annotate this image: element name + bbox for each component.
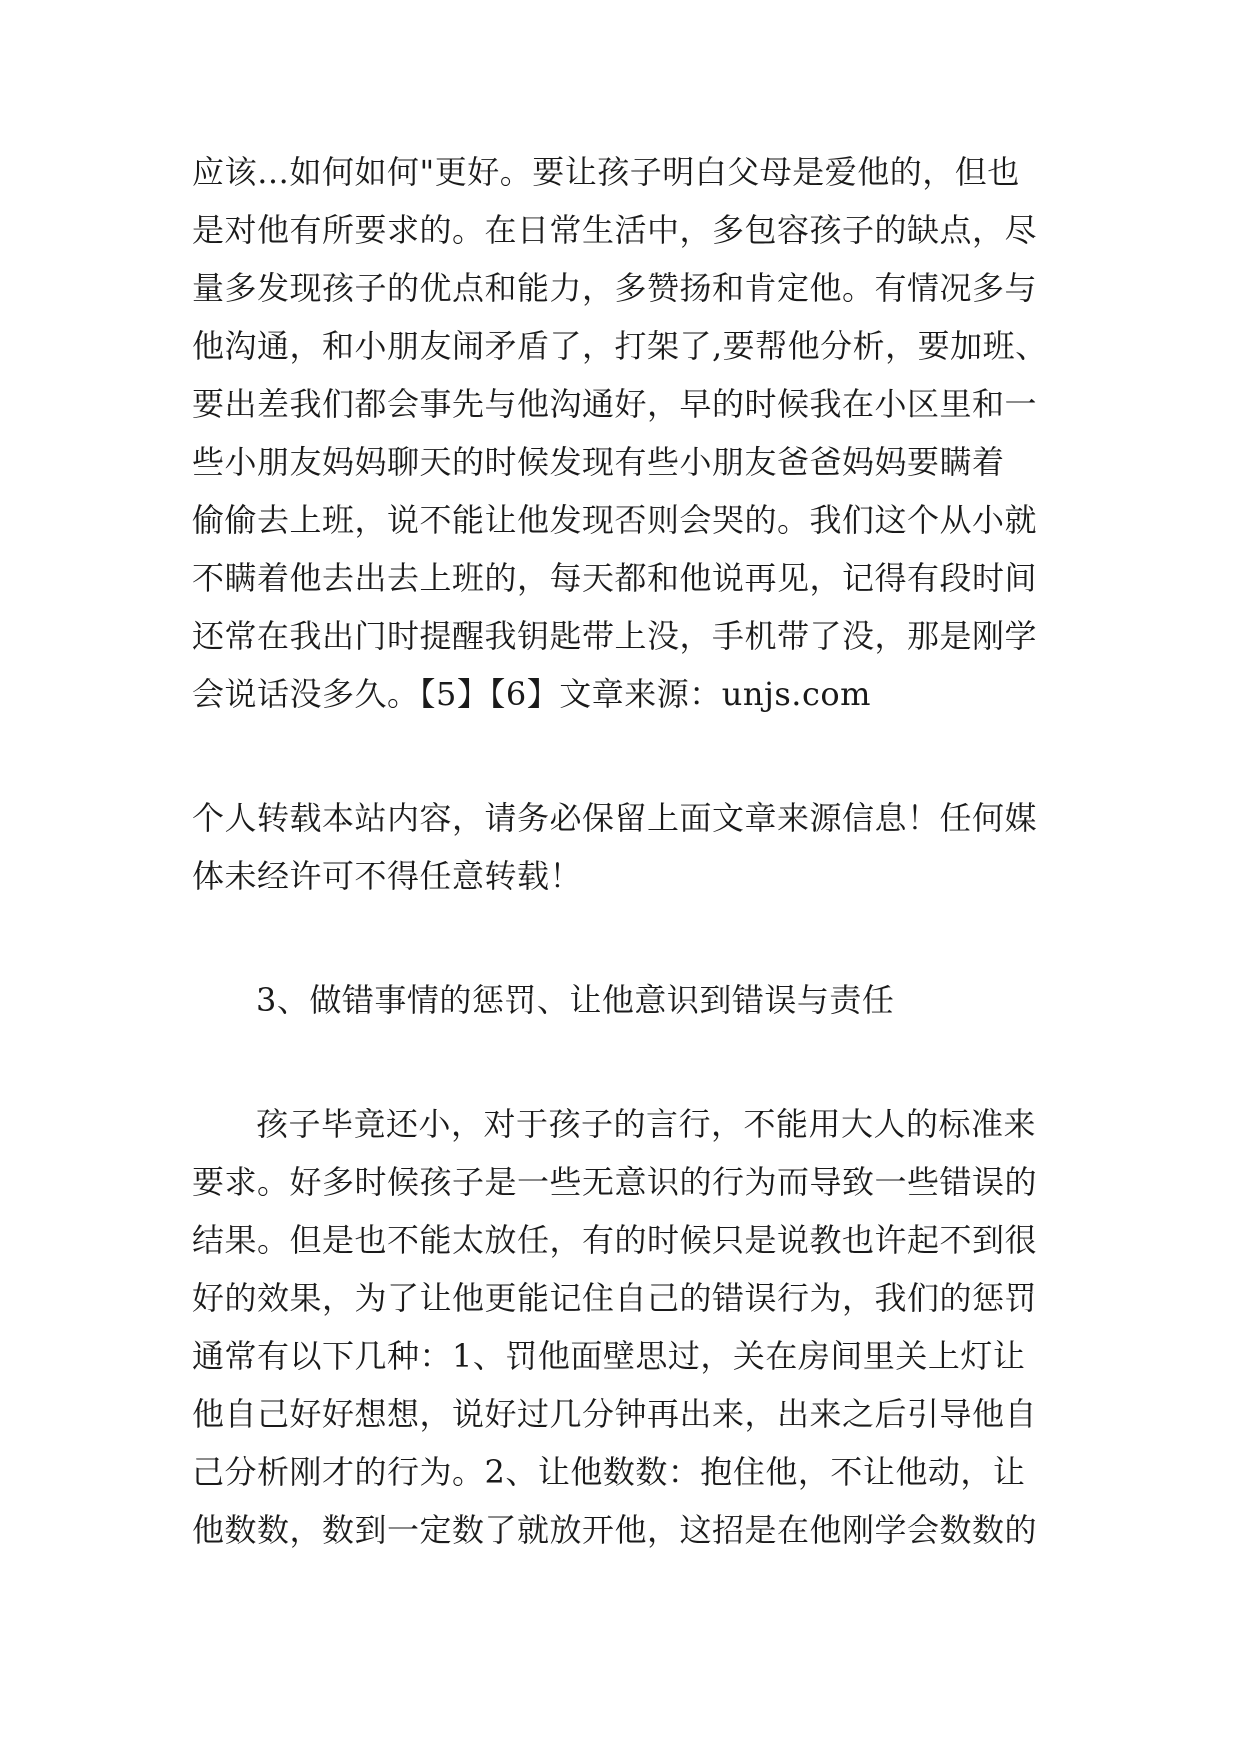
notice-line: 体未经许可不得任意转载！ bbox=[192, 857, 583, 895]
paragraph-line: 还常在我出门时提醒我钥匙带上没，手机带了没，那是刚学 bbox=[192, 617, 1038, 655]
section-heading: 3、做错事情的惩罚、让他意识到错误与责任 bbox=[256, 981, 895, 1019]
paragraph-line: 他数数，数到一定数了就放开他，这招是在他刚学会数数的 bbox=[192, 1511, 1038, 1549]
paragraph-line: 他自己好好想想，说好过几分钟再出来，出来之后引导他自 bbox=[192, 1395, 1038, 1433]
paragraph-line: 好的效果，为了让他更能记住自己的错误行为，我们的惩罚 bbox=[192, 1279, 1038, 1317]
paragraph-line: 通常有以下几种：1、罚他面壁思过，关在房间里关上灯让 bbox=[192, 1337, 1026, 1375]
paragraph-line: 孩子毕竟还小，对于孩子的言行，不能用大人的标准来 bbox=[256, 1105, 1037, 1143]
paragraph-line: 己分析刚才的行为。2、让他数数：抱住他，不让他动，让 bbox=[192, 1453, 1026, 1491]
paragraph-line: 会说话没多久。【5】【6】文章来源：unjs.com bbox=[192, 675, 871, 713]
paragraph-line: 结果。但是也不能太放任，有的时候只是说教也许起不到很 bbox=[192, 1221, 1038, 1259]
paragraph-line: 要出差我们都会事先与他沟通好，早的时候我在小区里和一 bbox=[192, 385, 1038, 423]
paragraph-line: 是对他有所要求的。在日常生活中，多包容孩子的缺点，尽 bbox=[192, 211, 1038, 249]
paragraph-line: 应该…如何如何"更好。要让孩子明白父母是爱他的，但也 bbox=[192, 153, 1020, 191]
paragraph-line: 不瞒着他去出去上班的，每天都和他说再见，记得有段时间 bbox=[192, 559, 1038, 597]
notice-line: 个人转载本站内容，请务必保留上面文章来源信息！任何媒 bbox=[192, 799, 1038, 837]
paragraph-line: 量多发现孩子的优点和能力，多赞扬和肯定他。有情况多与 bbox=[192, 269, 1038, 307]
paragraph-line: 他沟通，和小朋友闹矛盾了，打架了,要帮他分析，要加班、 bbox=[192, 327, 1048, 365]
paragraph-line: 些小朋友妈妈聊天的时候发现有些小朋友爸爸妈妈要瞒着 bbox=[192, 443, 1005, 481]
paragraph-line: 偷偷去上班，说不能让他发现否则会哭的。我们这个从小就 bbox=[192, 501, 1038, 539]
paragraph-line: 要求。好多时候孩子是一些无意识的行为而导致一些错误的 bbox=[192, 1163, 1038, 1201]
